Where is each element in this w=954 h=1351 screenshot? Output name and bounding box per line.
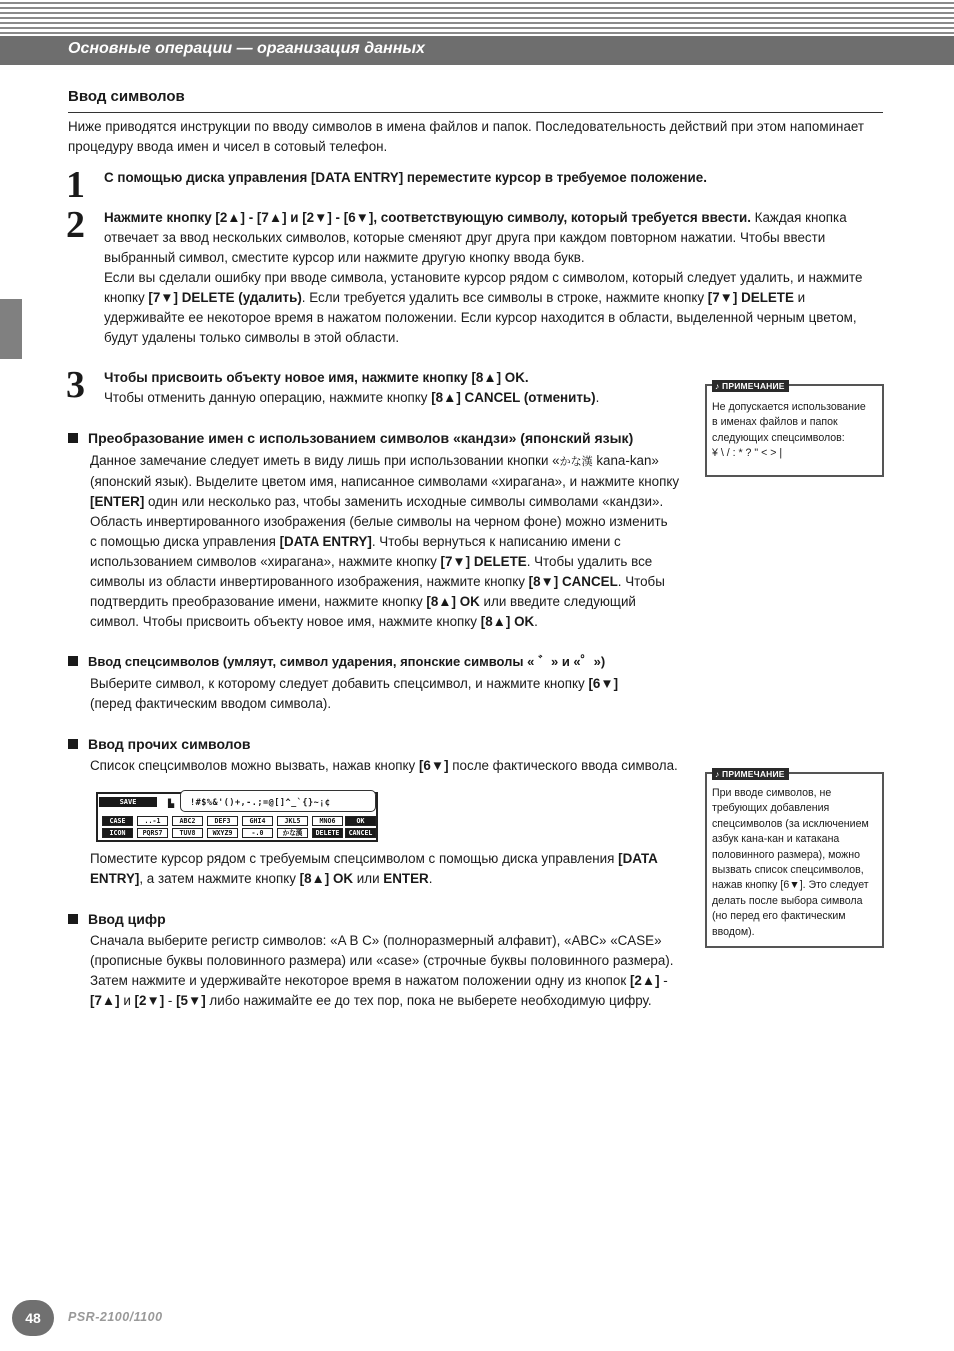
special-heading: Ввод спецсимволов (умляут, символ ударения, японские символы « ゛» и «゜») — [68, 652, 605, 672]
lcd-button-kana-kan[interactable]: かな漢 — [277, 828, 308, 838]
other-paragraph: Список спецсимволов можно вызвать, нажав кнопку [6▼] после фактического ввода символа. — [90, 758, 678, 773]
step-3-text: Чтобы присвоить объекту новое имя, нажмите кнопку [8▲] OK. Чтобы отменить данную операцию, нажмите кнопку [8▲] CANCEL (отменить). — [104, 370, 600, 405]
lcd-button-ok[interactable]: OK — [345, 816, 376, 826]
lcd-button-pqrs[interactable]: PQRS7 — [137, 828, 168, 838]
lcd-button-delete[interactable]: DELETE — [312, 828, 343, 838]
digits-paragraph: Сначала выберите регистр символов: «A B C» (полноразмерный алфавит), «ABC» «CASE» (прописные буквы половинного размера) или «case» (строчные буквы половинного размера). Затем нажмите и удерживайте некоторое время в нажатом положении одну из кнопок [2▲] - [7▲] и [2▼] - [5▼] либо нажимайте ее до тех пор, пока не выберете необходимую цифру. — [90, 933, 674, 1008]
other-after-paragraph: Поместите курсор рядом с требуемым спецсимволом с помощью диска управления [DATA ENTRY], а затем нажмите кнопку [8▲] OK или ENTER. — [90, 851, 658, 886]
step-number-2: 2 — [66, 204, 85, 246]
intro-paragraph: Ниже приводятся инструкции по вводу символов в имена файлов и папок. Последовательность действий при этом напоминает процедуру ввода имен и чисел в сотовый телефон. — [68, 119, 865, 154]
lcd-button-jkl[interactable]: JKL5 — [277, 816, 308, 826]
page-header-title: Основные операции — организация данных — [68, 40, 425, 57]
lcd-button-ghi[interactable]: GHI4 — [242, 816, 273, 826]
special-paragraph: Выберите символ, к которому следует добавить спецсимвол, и нажмите кнопку [6▼] (перед фактическим вводом символа). — [90, 676, 619, 711]
square-bullet-icon — [68, 433, 78, 443]
header-stripes — [0, 0, 954, 36]
lcd-save-label: SAVE — [99, 797, 157, 807]
page-number: 48 — [12, 1300, 54, 1336]
step-1-text: С помощью диска управления [DATA ENTRY] переместите курсор в требуемое положение. — [104, 170, 707, 185]
square-bullet-icon — [68, 656, 78, 666]
lcd-button-mno[interactable]: MNO6 — [312, 816, 343, 826]
cursor-icon: ▙ — [168, 799, 175, 808]
section-title: Ввод символов — [68, 88, 185, 105]
digits-heading: Ввод цифр — [68, 909, 166, 929]
note-text-2: При вводе символов, не требующих добавления спецсимволов (за исключением азбук кана-кан и катакана половинного размера), можно вызвать список спецсимволов, нажав кнопку [6▼]. Это следует делать после выбора символа (но перед его фактическим вводом). — [712, 787, 869, 938]
lcd-button-wxyz[interactable]: WXYZ9 — [207, 828, 238, 838]
kanji-heading: Преобразование имен с использованием символов «кандзи» (японский язык) — [68, 428, 633, 448]
side-tab — [0, 299, 22, 359]
section-rule — [68, 112, 883, 113]
lcd-button-def[interactable]: DEF3 — [207, 816, 238, 826]
step-number-3: 3 — [66, 364, 85, 406]
note-text-1: Не допускается использование в именах файлов и папок следующих спецсимволов: ¥ \ / : * ? " < > | — [712, 401, 866, 460]
kanji-paragraph: Данное замечание следует иметь в виду лишь при использовании кнопки «かな漢 kana-kan» (японский язык). Выделите цветом имя, написанное символами «хирагана», и нажмите кнопку [ENTER] один или несколько раз, чтобы заменить исходные символы символами «кандзи». Область инвертированного изображения (белые символы на черном фоне) можно изменить с помощью диска управления [DATA ENTRY]. Чтобы вернуться к написанию имени с использованием символов «хирагана», нажмите кнопку [7▼] DELETE. Чтобы удалить все символы из области инвертированного изображения, нажмите кнопку [8▼] CANCEL. Чтобы подтвердить преобразование имени, нажмите кнопку [8▲] OK или введите следующий символ. Чтобы присвоить объекту новое имя, нажмите кнопку [8▲] OK. — [90, 453, 680, 629]
lcd-button-case[interactable]: CASE — [102, 816, 133, 826]
other-heading: Ввод прочих символов — [68, 734, 251, 754]
square-bullet-icon — [68, 914, 78, 924]
lcd-button-abc[interactable]: ABC2 — [172, 816, 203, 826]
note-label-1: ♪ ПРИМЕЧАНИЕ — [712, 380, 789, 392]
step-number-1: 1 — [66, 164, 85, 206]
lcd-button-icon[interactable]: ICON — [102, 828, 133, 838]
lcd-button-zero[interactable]: -.0 — [242, 828, 273, 838]
note-label-2: ♪ ПРИМЕЧАНИЕ — [712, 768, 789, 780]
step-2-text: Нажмите кнопку [2▲] - [7▲] и [2▼] - [6▼], соответствующую символу, который требуется ввести. Каждая кнопка отвечает за ввод нескольких символов, которые сменяют друг друга при каждом повторном нажатии. Чтобы ввести выбранный символ, сместите курсор или нажмите другую кнопку ввода букв. Если вы сделали ошибку при вводе символа, установите курсор рядом с символом, который следует удалить, и нажмите кнопку [7▼] DELETE (удалить). Если требуется удалить все символы в строке, нажмите кнопку [7▼] DELETE и удерживайте ее некоторое время в нажатом положении. Если курсор находится в области, выделенной черным цветом, будут удалены только символы в этой области. — [104, 210, 863, 345]
lcd-button-punct[interactable]: ..-1 — [137, 816, 168, 826]
lcd-button-cancel[interactable]: CANCEL — [345, 828, 376, 838]
lcd-button-tuv[interactable]: TUV8 — [172, 828, 203, 838]
square-bullet-icon — [68, 739, 78, 749]
lcd-display — [96, 792, 378, 842]
lcd-symbol-list: !#$%&'()+,-.;=@[]^_`{}~¡¢ — [190, 798, 331, 808]
model-name: PSR-2100/1100 — [68, 1310, 163, 1324]
